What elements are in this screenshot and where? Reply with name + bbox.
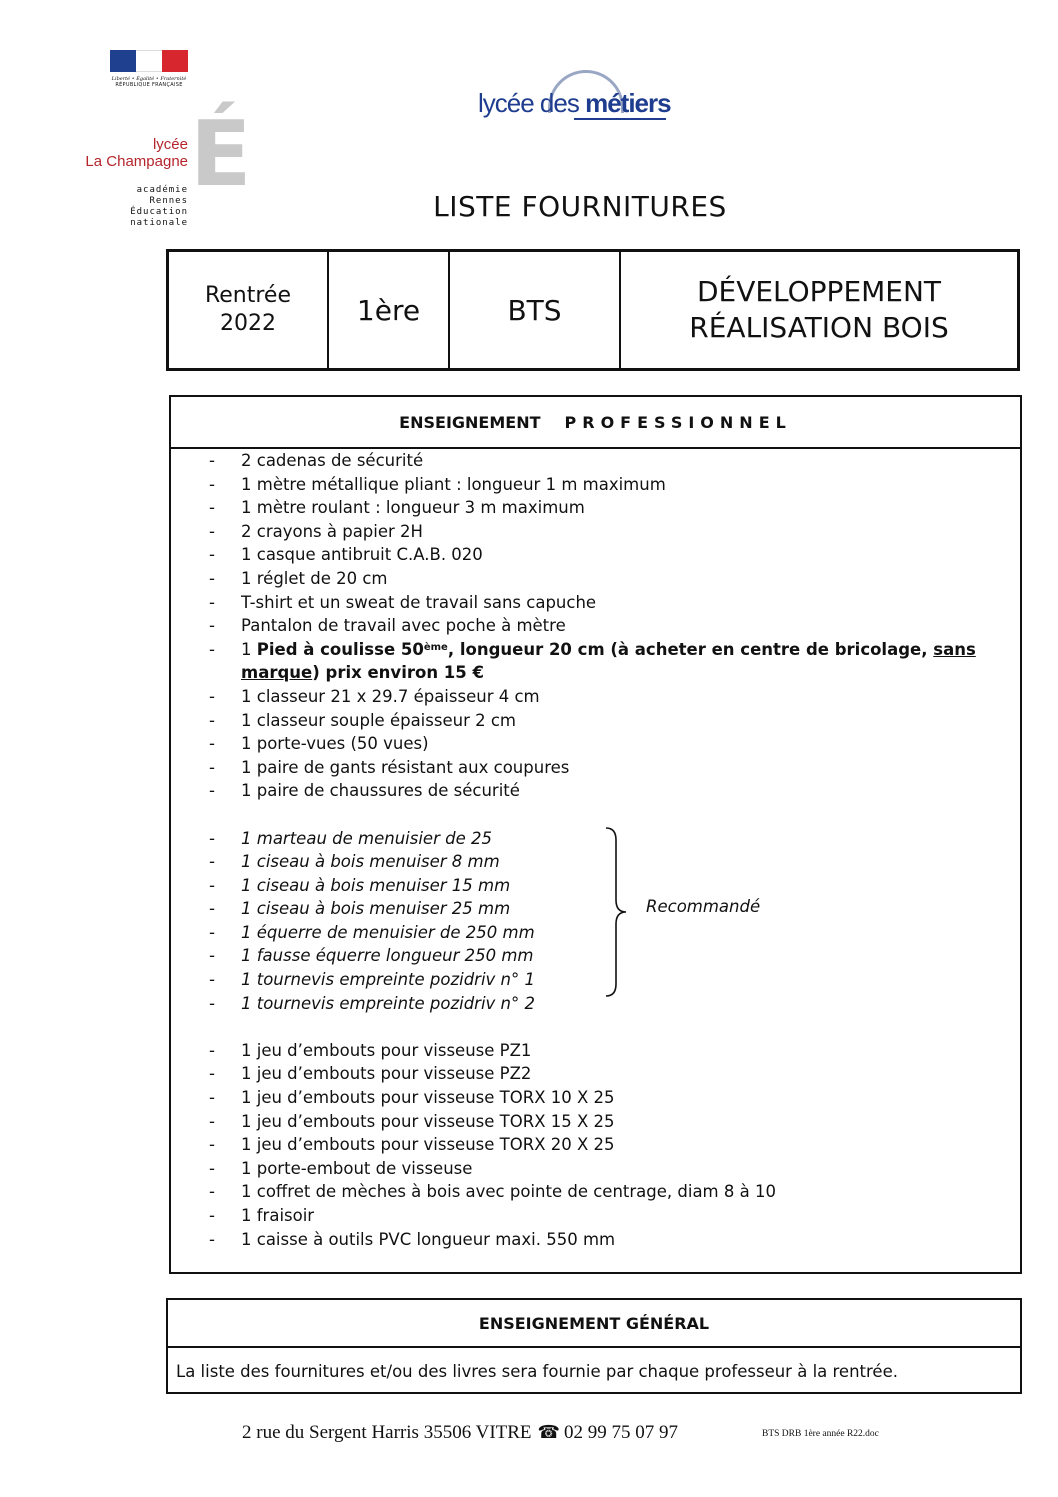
flag-blue (110, 50, 136, 72)
academie-label: académie (136, 185, 188, 195)
rentree-label: Rentrée (204, 283, 292, 308)
phone-number: 02 99 75 07 97 (563, 1422, 678, 1443)
year-cell: 1ère (329, 252, 450, 368)
lycee-la-champagne-logo (80, 102, 252, 245)
professional-heading (171, 397, 1020, 449)
list-item: - 1 mètre roulant : longueur 3 m maximum (171, 496, 1020, 520)
recommended-item: - 1 fausse équerre longueur 250 mm (171, 944, 1020, 968)
recommended-label: Recommandé (646, 897, 761, 916)
professional-section (169, 395, 1022, 1274)
list-item: - 1 casque antibruit C.A.B. 020 (171, 543, 1020, 567)
list-item: - 1 coffret de mèches à bois avec pointe de centrage, diam 8 à 10 (171, 1180, 1020, 1204)
telephone-icon: ☎ (537, 1422, 560, 1442)
flag-red (162, 50, 188, 72)
caliper-item (171, 638, 1020, 685)
list-item: - 1 jeu d’embouts pour visseuse TORX 20 X 25 (171, 1133, 1020, 1157)
list-item: - 1 mètre métallique pliant : longueur 1 m maximum (171, 473, 1020, 497)
recommended-item: - 1 tournevis empreinte pozidriv n° 2 (171, 992, 1020, 1016)
recommended-item: - 1 équerre de menuisier de 250 mm (171, 921, 1020, 945)
metiers-part1: lycée des (478, 88, 586, 118)
caliper-prefix: 1 (241, 639, 257, 659)
supply-list (171, 449, 1020, 1251)
diploma-cell: BTS (450, 252, 621, 368)
list-item: - 1 classeur 21 x 29.7 épaisseur 4 cm (171, 685, 1020, 709)
list-item: - 1 jeu d’embouts pour visseuse PZ1 (171, 1039, 1020, 1063)
list-item: - T-shirt et un sweat de travail sans capuche (171, 591, 1020, 615)
education-e-logo-icon: É (190, 102, 252, 207)
heading-part1: ENSEIGNEMENT (399, 412, 541, 432)
rennes-label: Rennes (149, 196, 188, 206)
footer-address (242, 1422, 678, 1444)
list-item: - 2 cadenas de sécurité (171, 449, 1020, 473)
metiers-underline (574, 118, 666, 120)
lycee-name-line2: La Champagne (85, 153, 188, 170)
list-item: - 1 jeu d’embouts pour visseuse TORX 10 X 25 (171, 1086, 1020, 1110)
caliper-price: ) prix environ 15 € (312, 663, 484, 683)
rentree-year: 2022 (219, 311, 276, 336)
list-item: - 1 fraisoir (171, 1204, 1020, 1228)
list-item: - Pantalon de travail avec poche à mètre (171, 614, 1020, 638)
list-item: - 1 paire de gants résistant aux coupures (171, 756, 1020, 780)
caliper-sup: ème (423, 641, 448, 653)
caliper-underlined: sans marque (241, 639, 976, 683)
recommended-item: - 1 ciseau à bois menuiser 25 mm (171, 897, 1020, 921)
lycee-name-line1: lycée (152, 136, 188, 153)
speciality-line1: DÉVELOPPEMENT (696, 275, 942, 308)
list-item: - 1 paire de chaussures de sécurité (171, 779, 1020, 803)
document-title: LISTE FOURNITURES (433, 190, 727, 223)
rentree-cell (169, 252, 329, 368)
recommended-item: - 1 ciseau à bois menuiser 8 mm (171, 850, 1020, 874)
recommended-item: - 1 tournevis empreinte pozidriv n° 1 (171, 968, 1020, 992)
education-label: Éducation (130, 207, 188, 217)
lycee-des-metiers-logo (478, 70, 671, 122)
recommended-item: - 1 ciseau à bois menuiser 15 mm (171, 874, 1020, 898)
header-table (166, 249, 1020, 371)
metiers-part2: métiers (585, 88, 671, 118)
speciality-line2: RÉALISATION BOIS (689, 311, 949, 344)
nationale-label: nationale (130, 218, 188, 228)
republic-name: RÉPUBLIQUE FRANÇAISE (115, 82, 183, 88)
metiers-logo-text (478, 88, 671, 119)
caliper-name: Pied à coulisse 50 (256, 639, 424, 659)
general-section (166, 1298, 1022, 1394)
marianne-logo (110, 50, 188, 94)
list-item: - 1 porte-embout de visseuse (171, 1157, 1020, 1181)
caliper-details: , longueur 20 cm (à acheter en centre de bricolage, (447, 639, 934, 659)
heading-part2: PROFESSIONNEL (564, 412, 792, 432)
list-item: - 1 jeu d’embouts pour visseuse PZ2 (171, 1062, 1020, 1086)
flag-white (136, 50, 162, 72)
address-text: 2 rue du Sergent Harris 35506 VITRE (242, 1422, 532, 1443)
footer-filename: BTS DRB 1ère année R22.doc (762, 1429, 879, 1439)
general-heading: ENSEIGNEMENT GÉNÉRAL (168, 1300, 1020, 1348)
list-item: - 1 jeu d’embouts pour visseuse TORX 15 X 25 (171, 1110, 1020, 1134)
general-text: La liste des fournitures et/ou des livres sera fournie par chaque professeur à la rentrée. (176, 1362, 898, 1381)
list-item: - 2 crayons à papier 2H (171, 520, 1020, 544)
list-item: - 1 porte-vues (50 vues) (171, 732, 1020, 756)
curly-brace-icon (600, 826, 630, 998)
academie-block (110, 185, 188, 229)
recommended-item: - 1 marteau de menuisier de 25 (171, 827, 1020, 851)
republic-motto: Liberté • Égalité • Fraternité (111, 76, 187, 82)
list-item: - 1 caisse à outils PVC longueur maxi. 550 mm (171, 1228, 1020, 1252)
speciality-cell (621, 252, 1017, 368)
list-item: - 1 réglet de 20 cm (171, 567, 1020, 591)
lycee-name (80, 136, 188, 170)
tricolor-flag-icon (110, 50, 188, 72)
list-item: - 1 classeur souple épaisseur 2 cm (171, 709, 1020, 733)
